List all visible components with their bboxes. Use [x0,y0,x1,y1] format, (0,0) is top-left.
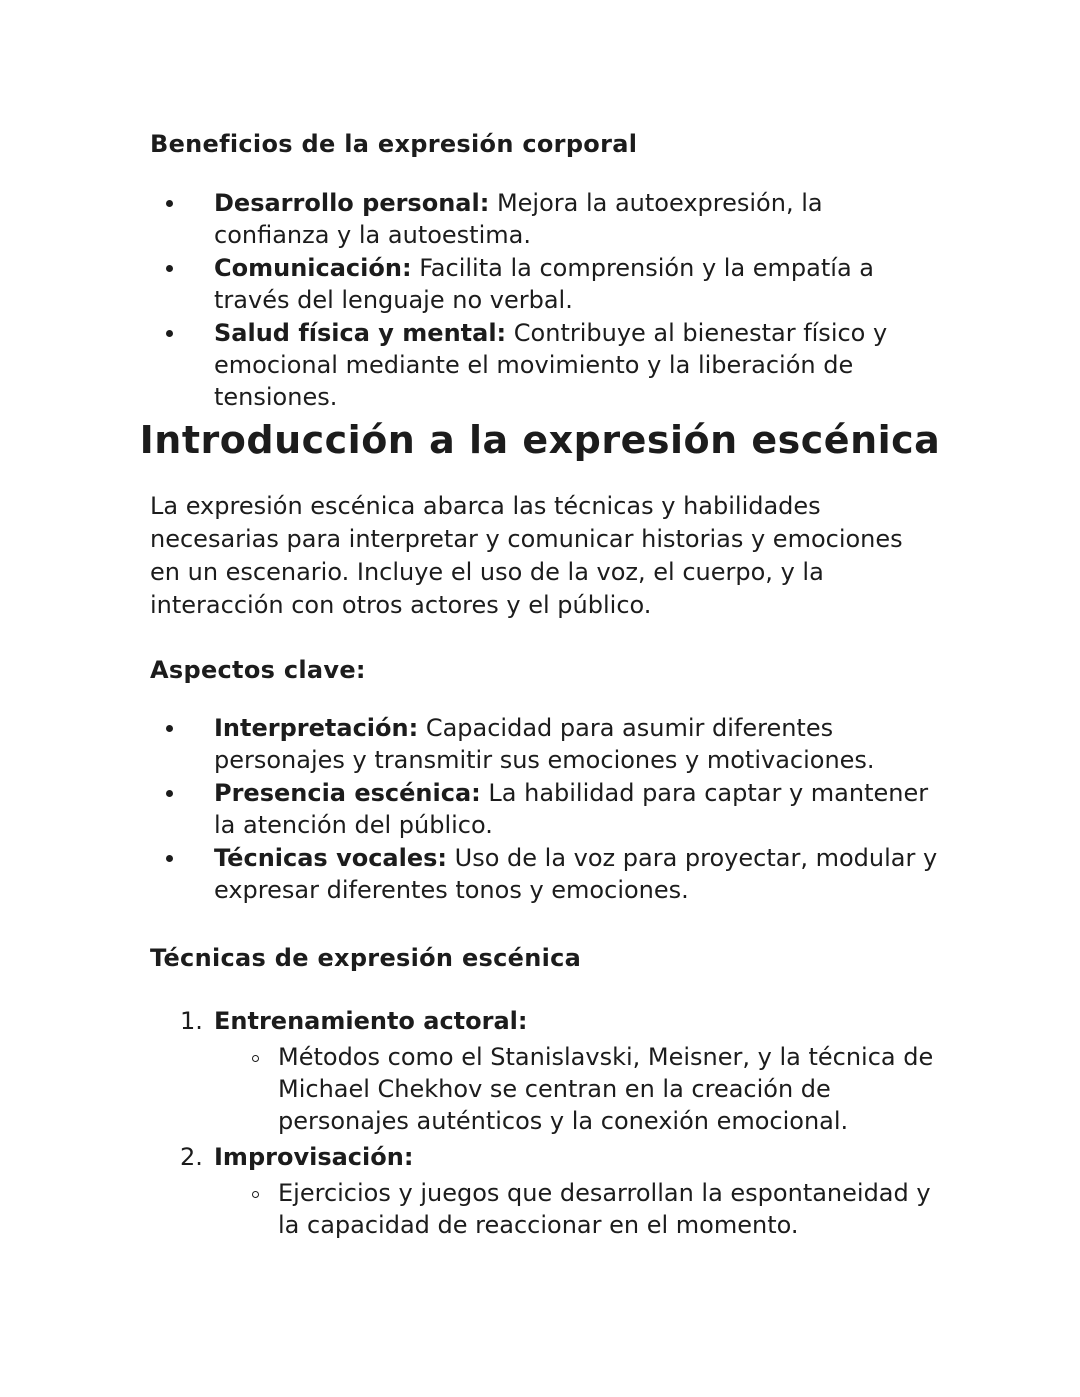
item-term: Técnicas vocales: [214,844,448,872]
bullet-icon [166,265,173,272]
sub-list [214,1041,950,1137]
tecnicas-list [150,1005,950,1245]
item-number: 1. [180,1007,203,1035]
page-title: Introducción a la expresión escénica [139,418,941,462]
item-text: La habilidad para captar y mantener la atención del público. [214,779,929,839]
sub-list-item [214,1041,950,1137]
intro-paragraph: La expresión escénica abarca las técnicas y habilidades necesarias para interpretar y comunicar historias y emociones en un escenario. Incluye el uso de la voz, el cuerpo, y la interacción con otros actores y el público. [150,492,903,619]
item-number: 2. [180,1143,203,1171]
list-item [150,317,940,413]
list-item [150,712,940,776]
section-heading-tecnicas: Técnicas de expresión escénica [150,944,582,972]
item-term: Comunicación: [214,254,412,282]
sub-item-text: Ejercicios y juegos que desarrollan la espontaneidad y la capacidad de reaccionar en el momento. [278,1179,931,1239]
item-term: Entrenamiento actoral: [214,1007,528,1035]
item-term: Presencia escénica: [214,779,481,807]
bullet-icon [166,330,173,337]
bullet-icon [166,855,173,862]
item-term: Interpretación: [214,714,419,742]
item-text: Capacidad para asumir diferentes personajes y transmitir sus emociones y motivaciones. [214,714,875,774]
sub-list-item [214,1177,950,1241]
section-heading-beneficios: Beneficios de la expresión corporal [150,130,638,158]
item-text: Uso de la voz para proyectar, modular y expresar diferentes tonos y emociones. [214,844,938,904]
section-heading-aspectos: Aspectos clave: [150,656,366,684]
list-item [150,777,940,841]
beneficios-list [150,187,940,414]
list-item [150,1141,950,1241]
list-item [150,252,940,316]
circle-bullet-icon [252,1191,259,1198]
aspectos-list [150,712,940,907]
bullet-icon [166,790,173,797]
item-text: Facilita la comprensión y la empatía a través del lenguaje no verbal. [214,254,874,314]
bullet-icon [166,200,173,207]
item-text: Mejora la autoexpresión, la confianza y la autoestima. [214,189,823,249]
item-term: Desarrollo personal: [214,189,490,217]
item-term: Salud física y mental: [214,319,507,347]
item-text: Contribuye al bienestar físico y emocional mediante el movimiento y la liberación de tensiones. [214,319,888,411]
circle-bullet-icon [252,1055,259,1062]
item-term: Improvisación: [214,1143,414,1171]
list-item [150,842,940,906]
sub-item-text: Métodos como el Stanislavski, Meisner, y la técnica de Michael Chekhov se centran en la creación de personajes auténticos y la conexión emocional. [278,1043,934,1135]
bullet-icon [166,725,173,732]
list-item [150,1005,950,1137]
sub-list [214,1177,950,1241]
list-item [150,187,940,251]
